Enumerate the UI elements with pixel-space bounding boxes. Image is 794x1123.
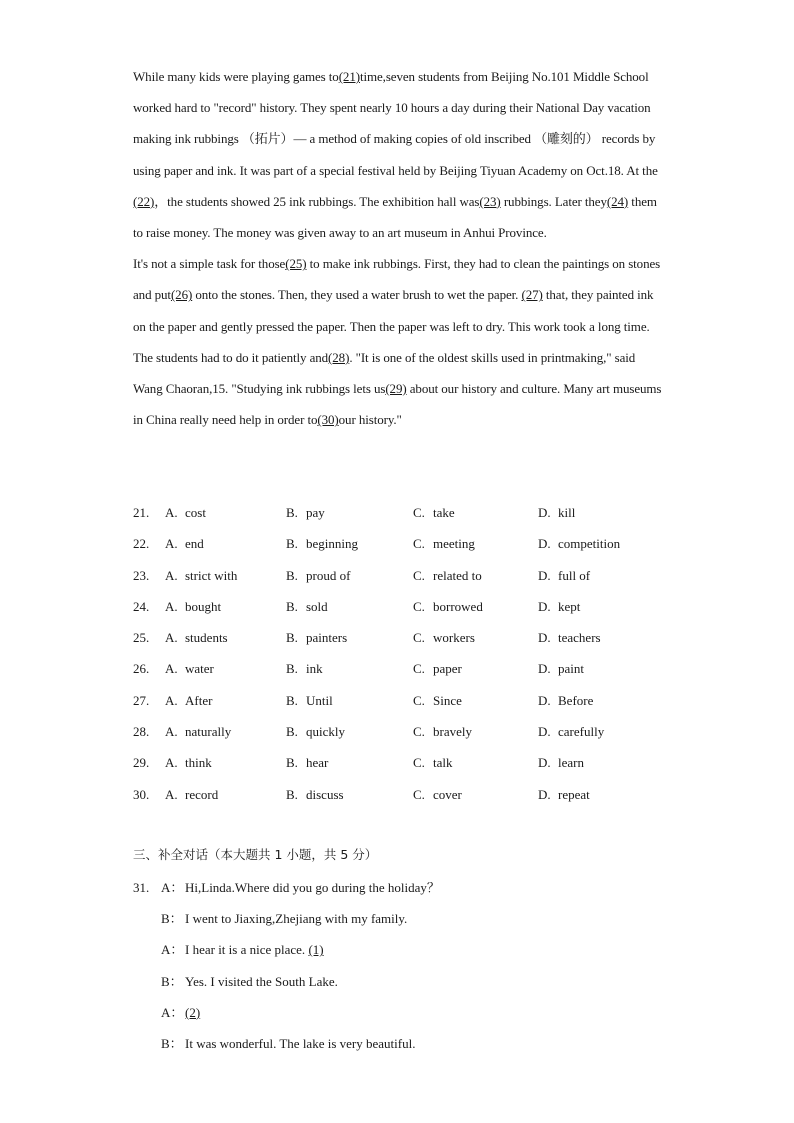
option-letter: A.: [165, 786, 178, 802]
dialogue-line: [133, 934, 693, 965]
blank-24: (24): [606, 193, 629, 209]
option-text: talk: [433, 755, 453, 771]
option-d[interactable]: [538, 779, 590, 810]
question-row: [133, 747, 693, 778]
option-text: water: [185, 661, 214, 677]
option-letter: C.: [413, 505, 425, 520]
option-b[interactable]: [286, 560, 350, 591]
option-a[interactable]: [165, 716, 231, 747]
dialogue-blank[interactable]: (1): [308, 942, 324, 958]
option-letter: B.: [286, 536, 298, 552]
option-letter: B.: [286, 630, 298, 646]
blank-23: (23): [479, 193, 501, 209]
question-number: 24.: [133, 598, 150, 614]
section-heading: 三、补全对话（本大题共 1 小题，共 5 分）: [133, 847, 378, 862]
option-b[interactable]: [286, 528, 358, 559]
question-options-list: [133, 497, 693, 810]
option-d[interactable]: [538, 747, 584, 778]
option-letter: B.: [286, 692, 298, 708]
question-row: [133, 716, 693, 747]
dialogue-text: Yes. I visited the South Lake.: [185, 973, 338, 989]
speaker-label: B：: [161, 911, 183, 927]
option-b[interactable]: [286, 747, 328, 778]
option-letter: C.: [413, 786, 425, 802]
blank-25: (25): [285, 256, 307, 272]
question-row: [133, 560, 693, 591]
question-row: [133, 779, 693, 810]
option-text: take: [433, 505, 455, 520]
option-letter: B.: [286, 661, 298, 677]
question-row: [133, 685, 693, 716]
question-row: [133, 528, 693, 559]
option-letter: D.: [538, 692, 551, 708]
option-letter: A.: [165, 661, 178, 677]
speaker-label: A：: [161, 942, 184, 958]
option-letter: B.: [286, 567, 298, 583]
question-number: 22.: [133, 536, 150, 552]
dialogue-text: [185, 997, 200, 1028]
option-c[interactable]: [413, 497, 455, 528]
option-letter: A.: [165, 724, 178, 740]
option-letter: B.: [286, 598, 298, 614]
option-letter: B.: [286, 786, 298, 802]
option-b[interactable]: [286, 622, 347, 653]
option-letter: A.: [165, 692, 178, 708]
option-letter: D.: [538, 536, 551, 552]
option-d[interactable]: [538, 497, 575, 528]
option-text: pay: [306, 505, 325, 520]
option-a[interactable]: [165, 779, 218, 810]
option-text: bought: [185, 598, 222, 614]
dialogue-text: I went to Jiaxing,Zhejiang with my family.: [185, 911, 408, 927]
option-b[interactable]: [286, 497, 325, 528]
option-c[interactable]: [413, 685, 462, 716]
option-text: students: [185, 630, 228, 646]
option-a[interactable]: [165, 685, 212, 716]
option-letter: C.: [413, 630, 425, 646]
question-row: [133, 622, 693, 653]
option-text: paper: [433, 661, 462, 677]
speaker-label: A：: [161, 1004, 184, 1020]
blank-30: (30): [317, 412, 339, 428]
option-text: Since: [433, 692, 462, 708]
option-d[interactable]: [538, 591, 580, 622]
option-text: teachers: [558, 630, 601, 646]
dialogue-text: Hi,Linda.Where did you go during the holiday？: [185, 880, 440, 895]
blank-27: (27): [521, 287, 543, 303]
option-letter: C.: [413, 598, 425, 614]
option-a[interactable]: [165, 497, 206, 528]
option-c[interactable]: [413, 622, 475, 653]
option-text: ink: [306, 661, 323, 677]
dialogue-blank[interactable]: (2): [185, 1004, 201, 1020]
question-number: 25.: [133, 630, 150, 646]
option-text: related to: [433, 567, 482, 583]
cloze-passage: [133, 61, 663, 435]
dialogue-text: It was wonderful. The lake is very beautiful.: [185, 1035, 416, 1051]
dialogue: [133, 872, 693, 1059]
question-number: 30.: [133, 786, 150, 802]
option-text: kept: [558, 598, 581, 614]
option-text: end: [185, 536, 204, 552]
option-text: meeting: [433, 536, 475, 552]
option-text: record: [185, 786, 219, 802]
question-row: [133, 497, 693, 528]
option-letter: D.: [538, 567, 551, 583]
option-b[interactable]: [286, 591, 328, 622]
option-d[interactable]: [538, 685, 593, 716]
blank-28: (28): [328, 349, 350, 365]
option-text: competition: [558, 536, 621, 552]
option-letter: A.: [165, 505, 178, 520]
option-text: Until: [306, 692, 333, 708]
speaker-label: B：: [161, 973, 183, 989]
option-letter: D.: [538, 505, 551, 520]
option-text: paint: [558, 661, 584, 677]
option-text: Before: [558, 692, 594, 708]
option-c[interactable]: [413, 779, 462, 810]
option-b[interactable]: [286, 716, 345, 747]
option-c[interactable]: [413, 528, 475, 559]
option-letter: C.: [413, 692, 425, 708]
option-letter: A.: [165, 536, 178, 552]
option-letter: C.: [413, 536, 425, 552]
option-text: proud of: [306, 567, 351, 583]
option-letter: C.: [413, 661, 425, 677]
option-text: workers: [433, 630, 475, 646]
option-text: hear: [306, 755, 329, 771]
dialogue-text: I hear it is a nice place. (1): [185, 942, 324, 958]
speaker-label: B：: [161, 1035, 183, 1051]
option-text: quickly: [306, 724, 345, 740]
option-c[interactable]: [413, 591, 483, 622]
option-text: learn: [558, 755, 584, 771]
option-text: beginning: [306, 536, 358, 552]
option-c[interactable]: [413, 560, 482, 591]
option-c[interactable]: [413, 747, 453, 778]
blank-29: (29): [385, 381, 407, 397]
option-a[interactable]: [165, 747, 212, 778]
question-number: 27.: [133, 692, 150, 708]
paragraph-1: While many kids were playing games to(21)time,seven students from Beijing No.101 Middle School worked hard to "record" history. They spent nearly 10 hours a day during their National Day vacation making ink rubbings （拓片）— a method of making copies of old inscribed （雕刻的） records by using paper and ink. It was part of a special festival held by Beijing Tiyuan Academy on Oct.18. At the (22)，the students showed 25 ink rubbings. The exhibition hall was(23) rubbings. Later they(24) them to raise money. The money was given away to an art museum in Anhui Province.: [133, 69, 658, 241]
paragraph-2: It's not a simple task for those(25) to make ink rubbings. First, they had to clean the paintings on stones and put(26) onto the stones. Then, they used a water brush to wet the paper. (27) that, they painted ink on the paper and gently pressed the paper. Then the paper was left to dry. This work took a long time. The students had to do it patiently and(28). "It is one of the oldest skills used in printmaking," said Wang Chaoran,15. "Studying ink rubbings lets us(29) about our history and culture. Many art museums in China really need help in order to(30)our history.": [133, 256, 662, 428]
option-letter: D.: [538, 755, 551, 771]
option-letter: C.: [413, 755, 425, 771]
option-letter: D.: [538, 786, 551, 802]
option-letter: B.: [286, 755, 298, 771]
option-letter: A.: [165, 755, 178, 771]
option-a[interactable]: [165, 528, 204, 559]
option-text: think: [185, 755, 212, 771]
option-letter: A.: [165, 567, 178, 583]
option-a[interactable]: [165, 591, 221, 622]
option-d[interactable]: [538, 716, 604, 747]
dialogue-line: [133, 966, 693, 997]
option-d[interactable]: [538, 653, 584, 684]
question-row: [133, 591, 693, 622]
option-letter: B.: [286, 724, 298, 740]
blank-26: (26): [170, 287, 193, 303]
question-number: 26.: [133, 661, 150, 677]
option-letter: D.: [538, 598, 551, 614]
option-text: painters: [306, 630, 348, 646]
speaker-label: A：: [161, 880, 184, 895]
dialogue-line: [133, 1028, 693, 1059]
blank-21: (21): [338, 69, 360, 84]
dialogue-line: [133, 872, 693, 903]
option-b[interactable]: [286, 779, 344, 810]
option-letter: C.: [413, 724, 425, 740]
option-letter: D.: [538, 661, 551, 677]
option-a[interactable]: [165, 622, 228, 653]
option-text: sold: [306, 598, 328, 614]
option-letter: A.: [165, 598, 178, 614]
dialogue-line: [133, 903, 693, 934]
question-number: 28.: [133, 724, 150, 740]
option-text: strict with: [185, 567, 238, 583]
dialogue-line: [133, 997, 693, 1028]
option-text: borrowed: [433, 598, 483, 614]
option-a[interactable]: [165, 560, 237, 591]
option-letter: D.: [538, 630, 551, 646]
option-d[interactable]: [538, 560, 590, 591]
option-text: naturally: [185, 724, 232, 740]
question-number: 29.: [133, 755, 150, 771]
option-c[interactable]: [413, 653, 462, 684]
blank-22: (22): [133, 193, 155, 209]
question-number: 23.: [133, 567, 150, 583]
option-d[interactable]: [538, 528, 620, 559]
option-text: kill: [558, 505, 576, 520]
option-text: After: [185, 692, 213, 708]
option-text: cost: [185, 505, 206, 520]
option-d[interactable]: [538, 622, 601, 653]
option-text: carefully: [558, 724, 605, 740]
question-number: 21.: [133, 505, 150, 520]
option-c[interactable]: [413, 716, 472, 747]
option-letter: C.: [413, 567, 425, 583]
question-row: [133, 653, 693, 684]
option-text: repeat: [558, 786, 590, 802]
option-letter: B.: [286, 505, 298, 520]
option-text: discuss: [306, 786, 344, 802]
option-text: bravely: [433, 724, 472, 740]
question-number: 31.: [133, 880, 150, 895]
option-letter: D.: [538, 724, 551, 740]
option-letter: A.: [165, 630, 178, 646]
option-text: cover: [433, 786, 462, 802]
option-b[interactable]: [286, 653, 323, 684]
option-b[interactable]: [286, 685, 333, 716]
option-a[interactable]: [165, 653, 214, 684]
option-text: full of: [558, 567, 591, 583]
